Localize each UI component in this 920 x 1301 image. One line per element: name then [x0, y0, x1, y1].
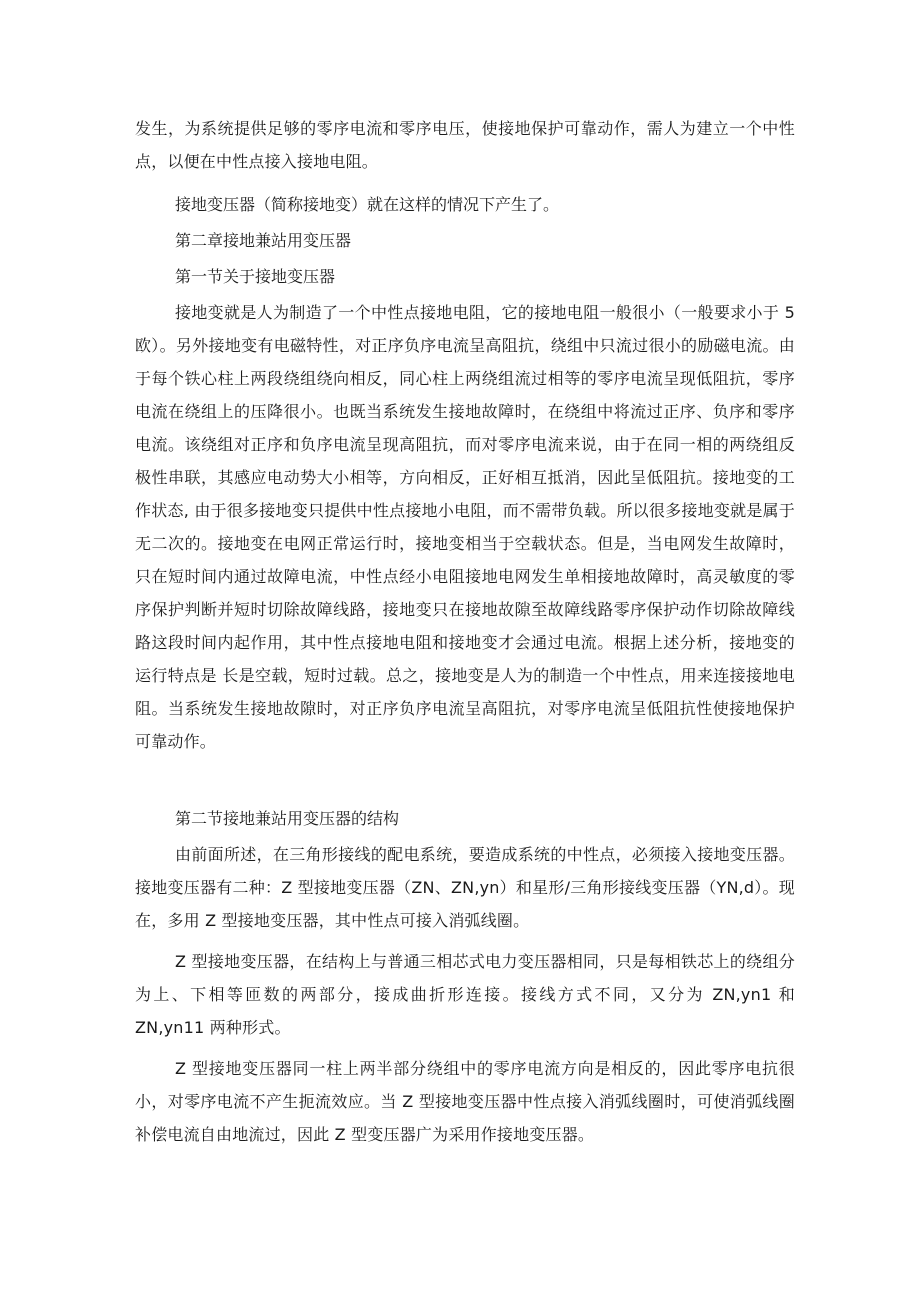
paragraph-structure-overview: 由前面所述，在三角形接线的配电系统，要造成系统的中性点，必须接入接地变压器。接地变压器有二种：Z 型接地变压器（ZN、ZN,yn）和星形/三角形接线变压器（YN,d）。现在，多用 Z 型接地变压器，其中性点可接入消弧线圈。 [135, 845, 795, 930]
paragraph-z-type-structure: Z 型接地变压器，在结构上与普通三相芯式电力变压器相同，只是每相铁芯上的绕组分为上、下相等匝数的两部分，接成曲折形连接。接线方式不同，又分为 ZN,yn1 和 ZN,yn11 两种形式。 [135, 952, 795, 1037]
section-title-2: 第二节接地兼站用变压器的结构 [175, 809, 400, 828]
paragraph-intro-continuation: 发生，为系统提供足够的零序电流和零序电压，使接地保护可靠动作，需人为建立一个中性点，以便在中性点接入接地电阻。 [135, 119, 795, 171]
paragraph-grounding-transformer-origin: 接地变压器（简称接地变）就在这样的情况下产生了。 [175, 195, 560, 214]
chapter-title: 第二章接地兼站用变压器 [175, 231, 352, 250]
paragraph-z-type-zero-sequence: Z 型接地变压器同一柱上两半部分绕组中的零序电流方向是相反的，因此零序电抗很小，对零序电流不产生扼流效应。当 Z 型接地变压器中性点接入消弧线圈时，可使消弧线圈补偿电流自由地流过，因此 Z 型变压器广为采用作接地变压器。 [135, 1059, 795, 1144]
paragraph-grounding-transformer-description: 接地变就是人为制造了一个中性点接地电阻，它的接地电阻一般很小（一般要求小于 5 欧）。另外接地变有电磁特性，对正序负序电流呈高阻抗，绕组中只流过很小的励磁电流。由于每个铁心柱上两段绕组绕向相反，同心柱上两绕组流过相等的零序电流呈现低阻抗，零序电流在绕组上的压降很小。也既当系统发生接地故障时，在绕组中将流过正序、负序和零序电流。该绕组对正序和负序电流呈现高阻抗，而对零序电流来说，由于在同一相的两绕组反极性串联，其感应电动势大小相等，方向相反，正好相互抵消，因此呈低阻抗。接地变的工作状态, 由于很多接地变只提供中性点接地小电阻，而不需带负载。所以很多接地变就是属于无二次的。接地变在电网正常运行时，接地变相当于空载状态。但是，当电网发生故障时，只在短时间内通过故障电流，中性点经小电阻接地电网发生单相接地故障时，高灵敏度的零序保护判断并短时切除故障线路，接地变只在接地故隙至故障线路零序保护动作切除故障线路这段时间内起作用，其中性点接地电阻和接地变才会通过电流。根据上述分析，接地变的运行特点是 长是空载，短时过载。总之，接地变是人为的制造一个中性点，用来连接接地电阻。当系统发生接地故隙时，对正序负序电流呈高阻抗，对零序电流呈低阻抗性使接地保护可靠动作。 [135, 303, 795, 751]
section-title-1: 第一节关于接地变压器 [175, 267, 336, 286]
